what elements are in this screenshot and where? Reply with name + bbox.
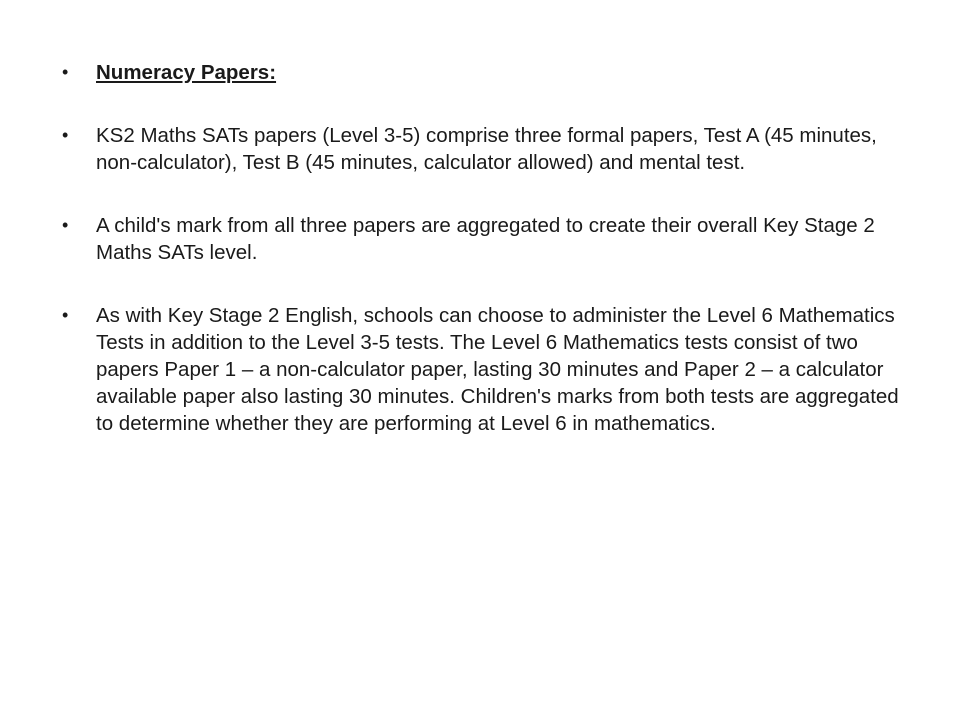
bullet-text: As with Key Stage 2 English, schools can choose to administer the Level 6 Mathematics Tests in addition to the Level 3-5 tests. The Level 6 Mathematics tests consist of two papers Paper 1 – a non-calculator paper, lasting 30 minutes and Paper 2 – a calculator available paper also lasting 30 minutes. Children's marks from both tests are aggregated to determine whether they are performing at Level 6 in mathematics.	[96, 304, 899, 435]
bullet-item-aggregation	[62, 212, 914, 266]
bullet-text: A child's mark from all three papers are aggregated to create their overall Key Stage 2 Maths SATs level.	[96, 214, 875, 264]
bullet-icon: •	[62, 305, 69, 325]
bullet-list	[62, 59, 914, 473]
bullet-text: KS2 Maths SATs papers (Level 3-5) comprise three formal papers, Test A (45 minutes, non-calculator), Test B (45 minutes, calculator allowed) and mental test.	[96, 124, 877, 174]
section-heading: Numeracy Papers:	[96, 61, 277, 84]
bullet-icon: •	[62, 125, 69, 145]
bullet-item-heading	[62, 59, 914, 86]
bullet-icon: •	[62, 215, 69, 235]
bullet-icon: •	[62, 62, 69, 82]
bullet-item-ks2-papers	[62, 122, 914, 176]
bullet-item-level6	[62, 302, 914, 437]
